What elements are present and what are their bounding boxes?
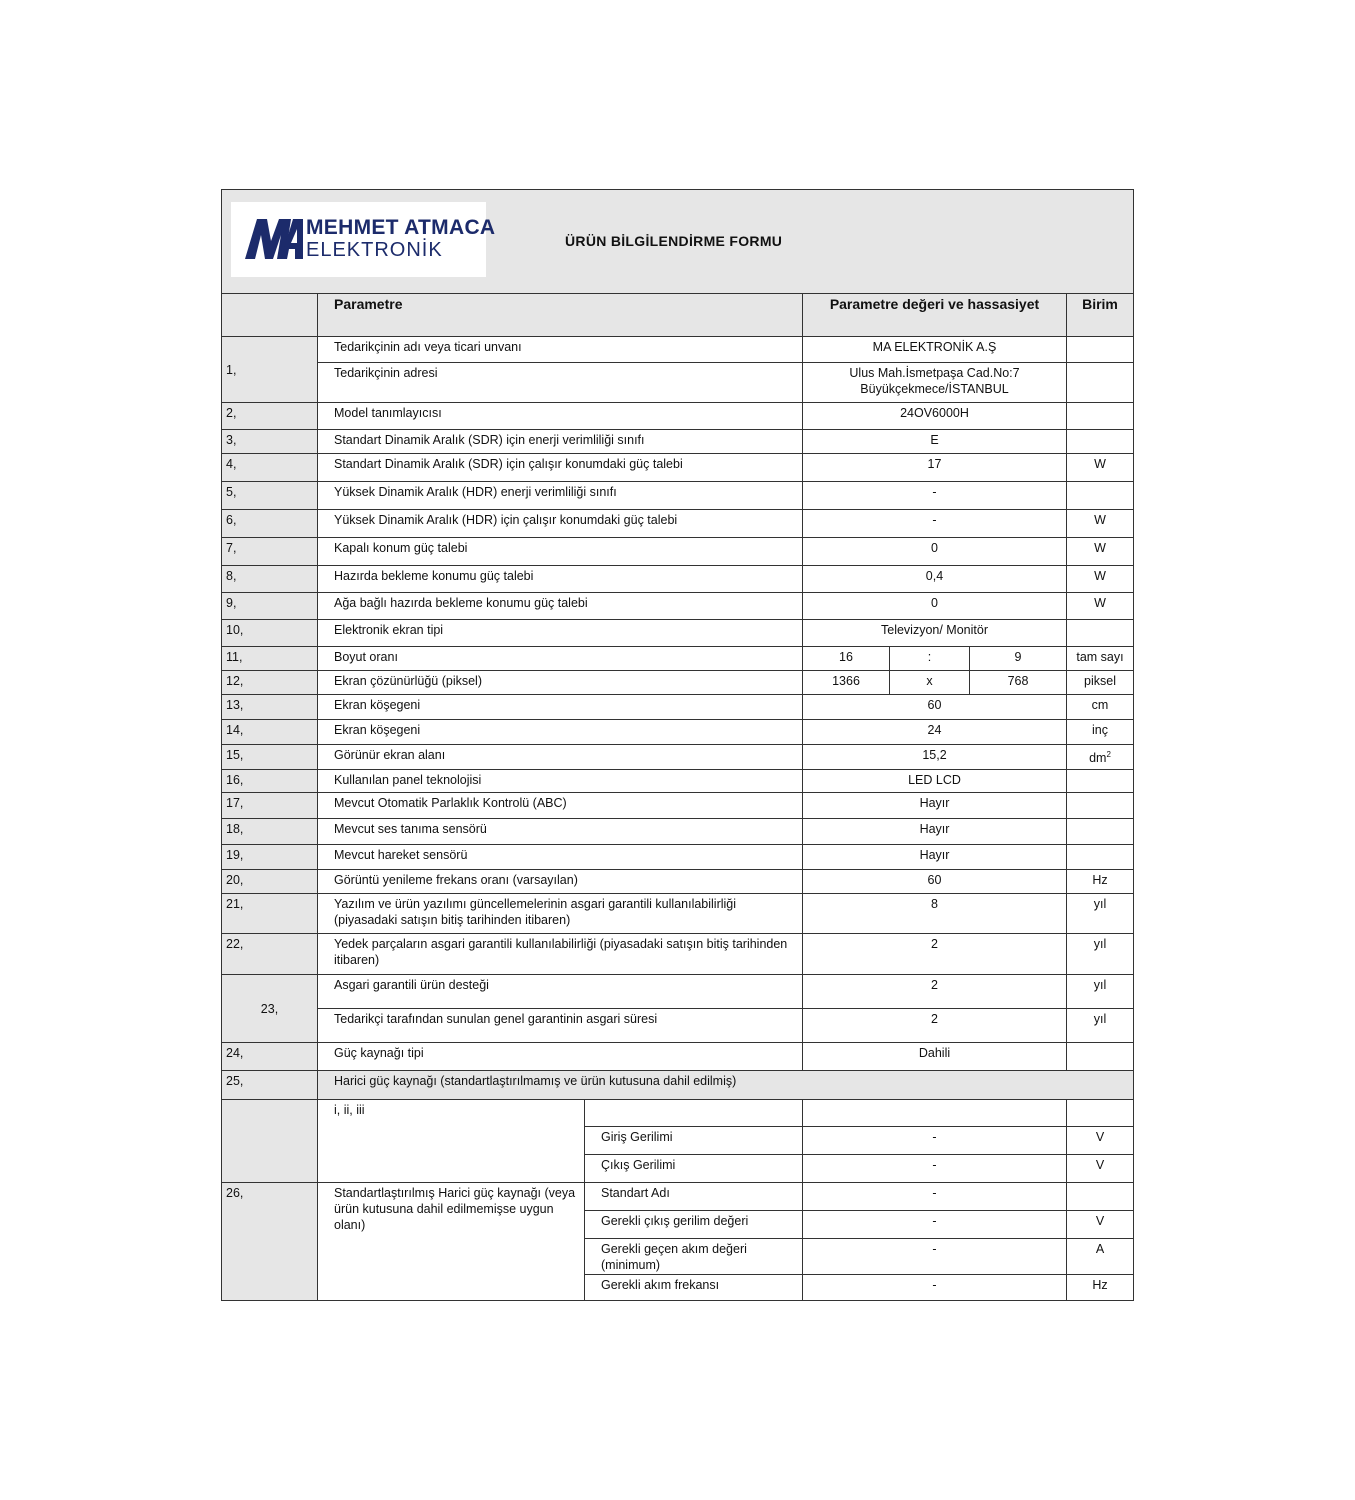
sub-value-cell: - (803, 1155, 1067, 1183)
param-cell: Ağa bağlı hazırda bekleme konumu güç talebi (318, 593, 803, 620)
param-cell: Kullanılan panel teknolojisi (318, 770, 803, 793)
sub-value-cell: - (803, 1275, 1067, 1301)
param-cell: Standart Dinamik Aralık (SDR) için çalışır konumdaki güç talebi (318, 454, 803, 482)
sub-value-cell: - (803, 1211, 1067, 1239)
sub-unit-cell: A (1067, 1239, 1134, 1275)
unit-cell: yıl (1067, 1009, 1134, 1043)
value-separator: : (890, 647, 970, 671)
header-value: Parametre değeri ve hassasiyet (803, 294, 1067, 337)
value-cell: - (803, 510, 1067, 538)
param-cell: Hazırda bekleme konumu güç talebi (318, 566, 803, 593)
sub-name-cell: Gerekli geçen akım değeri (minimum) (585, 1239, 803, 1275)
sub-name-cell: Gerekli çıkış gerilim değeri (585, 1211, 803, 1239)
unit-cell: yıl (1067, 975, 1134, 1009)
param-cell: Boyut oranı (318, 647, 803, 671)
sub-name-cell: Standart Adı (585, 1183, 803, 1211)
unit-cell: W (1067, 510, 1134, 538)
unit-cell: cm (1067, 695, 1134, 720)
value-cell: 0 (803, 593, 1067, 620)
unit-cell (1067, 620, 1134, 647)
row-number-empty (221, 1100, 318, 1183)
row-number: 3, (221, 430, 318, 454)
param-cell: Ekran köşegeni (318, 720, 803, 745)
value-cell: 60 (803, 695, 1067, 720)
sub-unit-cell (1067, 1183, 1134, 1211)
value-part-2: 9 (970, 647, 1067, 671)
company-name-line2: ELEKTRONİK (306, 239, 443, 261)
row-number: 6, (221, 510, 318, 538)
param-cell: Tedarikçinin adresi (318, 363, 803, 403)
sub-value-empty (803, 1100, 1067, 1127)
value-cell: 60 (803, 870, 1067, 894)
value-cell: Hayır (803, 819, 1067, 845)
param-cell: Tedarikçi tarafından sunulan genel garantinin asgari süresi (318, 1009, 803, 1043)
row-number: 17, (221, 793, 318, 819)
value-cell: - (803, 482, 1067, 510)
value-cell: 0 (803, 538, 1067, 566)
value-cell: MA ELEKTRONİK A.Ş (803, 337, 1067, 363)
row-number: 25, (221, 1071, 318, 1100)
param-cell: Kapalı konum güç talebi (318, 538, 803, 566)
value-cell: 17 (803, 454, 1067, 482)
sub-name-cell: Giriş Gerilimi (585, 1127, 803, 1155)
value-separator: x (890, 671, 970, 695)
value-cell: Dahili (803, 1043, 1067, 1071)
sub-unit-empty (1067, 1100, 1134, 1127)
row-number: 18, (221, 819, 318, 845)
row-number: 5, (221, 482, 318, 510)
sub-unit-cell: V (1067, 1127, 1134, 1155)
value-part-2: 768 (970, 671, 1067, 695)
unit-cell: W (1067, 593, 1134, 620)
row-number: 21, (221, 894, 318, 934)
sub-unit-cell: V (1067, 1211, 1134, 1239)
param-cell: Standart Dinamik Aralık (SDR) için enerji verimliliği sınıfı (318, 430, 803, 454)
param-cell: Güç kaynağı tipi (318, 1043, 803, 1071)
param-cell: Elektronik ekran tipi (318, 620, 803, 647)
product-info-form (221, 189, 1134, 1307)
value-cell: 8 (803, 894, 1067, 934)
param-cell: Yazılım ve ürün yazılımı güncellemelerinin asgari garantili kullanılabilirliği (piyasadaki satışın bitiş tarihinden itibaren) (318, 894, 803, 934)
value-cell: E (803, 430, 1067, 454)
param-cell: Yedek parçaların asgari garantili kullanılabilirliği (piyasadaki satışın bitiş tarihinden itibaren) (318, 934, 803, 975)
row-number: 16, (221, 770, 318, 793)
unit-cell (1067, 337, 1134, 363)
sub-value-cell: - (803, 1239, 1067, 1275)
ma-logo-icon (245, 219, 303, 259)
param-cell: Standartlaştırılmış Harici güç kaynağı (veya ürün kutusuna dahil edilmemişse uygun olanı) (318, 1183, 585, 1301)
value-cell: 0,4 (803, 566, 1067, 593)
param-cell: Görünür ekran alanı (318, 745, 803, 770)
row-number: 11, (221, 647, 318, 671)
value-cell: 2 (803, 934, 1067, 975)
unit-cell: yıl (1067, 934, 1134, 975)
row-number: 19, (221, 845, 318, 870)
unit-cell (1067, 363, 1134, 403)
unit-cell: W (1067, 454, 1134, 482)
sub-value-cell: - (803, 1183, 1067, 1211)
row-number: 9, (221, 593, 318, 620)
unit-cell: piksel (1067, 671, 1134, 695)
value-cell: Hayır (803, 845, 1067, 870)
unit-cell: yıl (1067, 894, 1134, 934)
company-logo (231, 202, 496, 277)
unit-cell (1067, 845, 1134, 870)
unit-cell: tam sayı (1067, 647, 1134, 671)
row-number: 13, (221, 695, 318, 720)
sub-unit-cell: Hz (1067, 1275, 1134, 1301)
row-number: 8, (221, 566, 318, 593)
unit-cell (1067, 403, 1134, 430)
unit-cell: $dm^2$ (1067, 745, 1134, 770)
value-cell: LED LCD (803, 770, 1067, 793)
unit-cell (1067, 770, 1134, 793)
sub-label-cell: i, ii, iii (318, 1100, 585, 1183)
param-cell: Mevcut ses tanıma sensörü (318, 819, 803, 845)
value-cell: 2 (803, 1009, 1067, 1043)
row-number: 23, (221, 975, 318, 1043)
header-parameter: Parametre (318, 294, 803, 337)
unit-cell: Hz (1067, 870, 1134, 894)
unit-cell (1067, 819, 1134, 845)
row-number: 4, (221, 454, 318, 482)
row-number: 24, (221, 1043, 318, 1071)
unit-cell (1067, 430, 1134, 454)
value-cell: 2 (803, 975, 1067, 1009)
param-cell: Görüntü yenileme frekans oranı (varsayılan) (318, 870, 803, 894)
param-cell: Asgari garantili ürün desteği (318, 975, 803, 1009)
row-number: 26, (221, 1183, 318, 1301)
param-cell: Yüksek Dinamik Aralık (HDR) için çalışır konumdaki güç talebi (318, 510, 803, 538)
param-cell: Mevcut Otomatik Parlaklık Kontrolü (ABC) (318, 793, 803, 819)
param-cell: Tedarikçinin adı veya ticari unvanı (318, 337, 803, 363)
header-no-cell (221, 294, 318, 337)
row-number: 2, (221, 403, 318, 430)
row-number: 14, (221, 720, 318, 745)
value-cell: 15,2 (803, 745, 1067, 770)
unit-cell (1067, 793, 1134, 819)
value-cell: 24OV6000H (803, 403, 1067, 430)
row-number: 12, (221, 671, 318, 695)
unit-cell (1067, 1043, 1134, 1071)
value-cell: Ulus Mah.İsmetpaşa Cad.No:7 Büyükçekmece/İSTANBUL (803, 363, 1067, 403)
sub-name-cell: Çıkış Gerilimi (585, 1155, 803, 1183)
unit-cell: W (1067, 566, 1134, 593)
sub-unit-cell: V (1067, 1155, 1134, 1183)
unit-cell: W (1067, 538, 1134, 566)
header-unit: Birim (1067, 294, 1134, 337)
param-cell: Model tanımlayıcısı (318, 403, 803, 430)
sub-name-empty (585, 1100, 803, 1127)
row-number: 1, (221, 337, 318, 403)
param-cell-wide: Harici güç kaynağı (standartlaştırılmamış ve ürün kutusuna dahil edilmiş) (318, 1071, 1134, 1100)
row-number: 10, (221, 620, 318, 647)
sub-name-cell: Gerekli akım frekansı (585, 1275, 803, 1301)
unit-cell (1067, 482, 1134, 510)
value-part-1: 16 (803, 647, 890, 671)
sub-value-cell: - (803, 1127, 1067, 1155)
param-cell: Ekran köşegeni (318, 695, 803, 720)
value-cell: Hayır (803, 793, 1067, 819)
row-number: 20, (221, 870, 318, 894)
row-number: 7, (221, 538, 318, 566)
unit-cell: inç (1067, 720, 1134, 745)
value-part-1: 1366 (803, 671, 890, 695)
param-cell: Yüksek Dinamik Aralık (HDR) enerji verimliliği sınıfı (318, 482, 803, 510)
param-cell: Ekran çözünürlüğü (piksel) (318, 671, 803, 695)
row-number: 15, (221, 745, 318, 770)
value-cell: Televizyon/ Monitör (803, 620, 1067, 647)
row-number: 22, (221, 934, 318, 975)
form-title: ÜRÜN BİLGİLENDİRME FORMU (565, 233, 783, 249)
param-cell: Mevcut hareket sensörü (318, 845, 803, 870)
form-header (221, 189, 1134, 294)
company-name-line1: MEHMET ATMACA (306, 216, 496, 239)
value-cell: 24 (803, 720, 1067, 745)
